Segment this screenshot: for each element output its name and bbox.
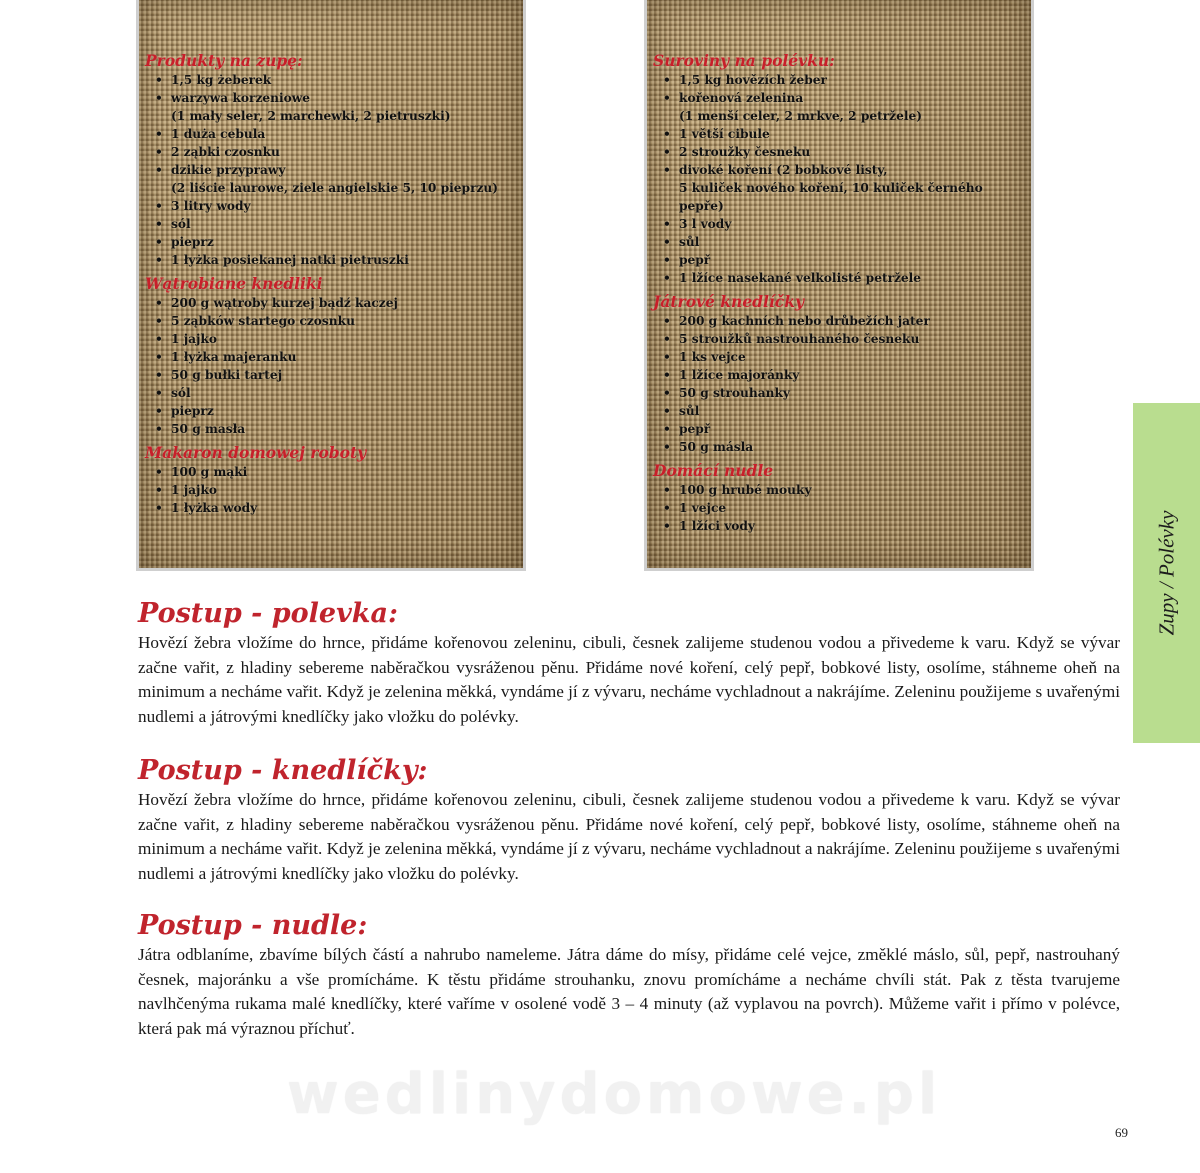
- section-title: Wątrobiane knedliki: [145, 274, 323, 293]
- ingredients-polish: [145, 50, 517, 521]
- ingredient-item: • 1 łyżka majeranku: [145, 348, 517, 366]
- section-noodles-ingredients-cz: [653, 460, 1025, 535]
- ingredient-item: • dzikie przyprawy (2 liście laurowe, ziele angielskie 5, 10 pieprzu): [145, 161, 517, 197]
- ingredient-list: [145, 463, 517, 517]
- ingredient-item: • 200 g kachních nebo drůbežích jater: [653, 312, 1025, 330]
- instruction-heading: Postup - polevka:: [138, 598, 398, 629]
- ingredient-item: • 1 lžíci vody: [653, 517, 1025, 535]
- ingredient-item: • 50 g bułki tartej: [145, 366, 517, 384]
- ingredient-item: • 1 větší cibule: [653, 125, 1025, 143]
- ingredient-list: [145, 294, 517, 438]
- ingredient-item: • 1 vejce: [653, 499, 1025, 517]
- chapter-tab-label: Zupy / Polévky: [1154, 510, 1178, 636]
- section-title: Produkty na zupę:: [145, 51, 303, 70]
- ingredient-list: [653, 481, 1025, 535]
- ingredient-item: • 5 stroužků nastrouhaného česneku: [653, 330, 1025, 348]
- ingredients-czech: [653, 50, 1025, 539]
- section-title: Játrové knedlíčky: [653, 292, 804, 311]
- chapter-side-tab: [1133, 403, 1200, 743]
- ingredient-item: • 2 stroužky česneku: [653, 143, 1025, 161]
- ingredient-item: • 1 lžíce majoránky: [653, 366, 1025, 384]
- instructions-dumplings: [138, 754, 1120, 886]
- ingredient-item: • kořenová zelenina (1 menší celer, 2 mrkve, 2 petržele): [653, 89, 1025, 125]
- section-title: Suroviny na polévku:: [653, 51, 835, 70]
- section-title: Makaron domowej roboty: [145, 443, 367, 462]
- section-soup-ingredients-cz: [653, 50, 1025, 287]
- ingredient-item: • divoké koření (2 bobkové listy, 5 kuliček nového koření, 10 kuliček černého pepře): [653, 161, 1025, 215]
- section-title: Domácí nudle: [653, 461, 774, 480]
- ingredient-item: • 100 g hrubé mouky: [653, 481, 1025, 499]
- instructions-soup: [138, 597, 1120, 729]
- ingredient-item: • 5 ząbków startego czosnku: [145, 312, 517, 330]
- ingredient-item: • 1,5 kg żeberek: [145, 71, 517, 89]
- ingredient-item: • pieprz: [145, 402, 517, 420]
- section-noodles-ingredients-pl: [145, 442, 517, 517]
- page-number: 69: [1115, 1125, 1128, 1140]
- section-soup-ingredients-pl: [145, 50, 517, 269]
- section-dumplings-ingredients-pl: [145, 273, 517, 438]
- ingredient-item: • 3 l vody: [653, 215, 1025, 233]
- ingredient-item: • 100 g mąki: [145, 463, 517, 481]
- ingredient-item: • pepř: [653, 420, 1025, 438]
- ingredient-item: • 1,5 kg hovězích žeber: [653, 71, 1025, 89]
- section-dumplings-ingredients-cz: [653, 291, 1025, 456]
- ingredient-item: • warzywa korzeniowe (1 mały seler, 2 marchewki, 2 pietruszki): [145, 89, 517, 125]
- recipe-card-polish: [136, 0, 526, 571]
- instruction-heading: Postup - knedlíčky:: [138, 755, 428, 786]
- ingredient-item: • 1 lžíce nasekané velkolisté petržele: [653, 269, 1025, 287]
- instruction-text: Hovězí žebra vložíme do hrnce, přidáme kořenovou zeleninu, cibuli, česnek zalijeme studenou vodou a přivedeme k varu. Když se vývar začne vařit, z hladiny sebereme naběračkou vysráženou pěnu. Přidáme nové koření, celý pepř, bobkové listy, osolíme, stáhneme oheň na minimum a necháme vařit. Když je zelenina měkká, vyndáme jí z vývaru, necháme vychladnout a nakrájíme. Zeleninu použijeme s uvařenými nudlemi a játrovými knedlíčky jako vložku do polévky.: [138, 633, 1120, 726]
- instruction-text: Hovězí žebra vložíme do hrnce, přidáme kořenovou zeleninu, cibuli, česnek zalijeme studenou vodou a přivedeme k varu. Když se vývar začne vařit, z hladiny sebereme naběračkou vysráženou pěnu. Přidáme nové koření, celý pepř, bobkové listy, osolíme, stáhneme oheň na minimum a necháme vařit. Když je zelenina měkká, vyndáme jí z vývaru, necháme vychladnout a nakrájíme. Zeleninu použijeme s uvařenými nudlemi a játrovými knedlíčky jako vložku do polévky.: [138, 790, 1120, 883]
- instruction-heading: Postup - nudle:: [138, 910, 368, 941]
- ingredient-item: • 2 ząbki czosnku: [145, 143, 517, 161]
- ingredient-item: • sól: [145, 215, 517, 233]
- ingredient-item: • sól: [145, 384, 517, 402]
- recipe-card-czech: [644, 0, 1034, 571]
- ingredient-list: [653, 312, 1025, 456]
- ingredient-item: • 50 g masła: [145, 420, 517, 438]
- ingredient-item: • sůl: [653, 402, 1025, 420]
- ingredient-item: • sůl: [653, 233, 1025, 251]
- ingredient-item: • pepř: [653, 251, 1025, 269]
- ingredient-item: • 1 łyżka wody: [145, 499, 517, 517]
- ingredient-item: • 1 duża cebula: [145, 125, 517, 143]
- ingredient-list: [653, 71, 1025, 287]
- instructions-noodles: [138, 909, 1120, 1041]
- watermark: wedlinydomowe.pl: [287, 1062, 942, 1127]
- ingredient-item: • 1 łyżka posiekanej natki pietruszki: [145, 251, 517, 269]
- ingredient-item: • 200 g wątroby kurzej bądź kaczej: [145, 294, 517, 312]
- ingredient-item: • 50 g strouhanky: [653, 384, 1025, 402]
- ingredient-item: • pieprz: [145, 233, 517, 251]
- ingredient-item: • 1 jajko: [145, 330, 517, 348]
- ingredient-item: • 3 litry wody: [145, 197, 517, 215]
- ingredient-item: • 1 jajko: [145, 481, 517, 499]
- instruction-text: Játra odblaníme, zbavíme bílých částí a nahrubo nameleme. Játra dáme do mísy, přidáme celé vejce, změklé máslo, sůl, pepř, nastrouhaný česnek, majoránku a vše promícháme. K těstu přidáme strouhanku, znovu promícháme a necháme chvíli stát. Pak z těsta tvarujeme navlhčenýma rukama malé knedlíčky, které vaříme v osolené vodě 3 – 4 minuty (až vyplavou na povrch). Můžeme vařit i přímo v polévce, která pak má výraznou příchuť.: [138, 945, 1120, 1038]
- ingredient-item: • 50 g másla: [653, 438, 1025, 456]
- ingredient-list: [145, 71, 517, 269]
- ingredient-item: • 1 ks vejce: [653, 348, 1025, 366]
